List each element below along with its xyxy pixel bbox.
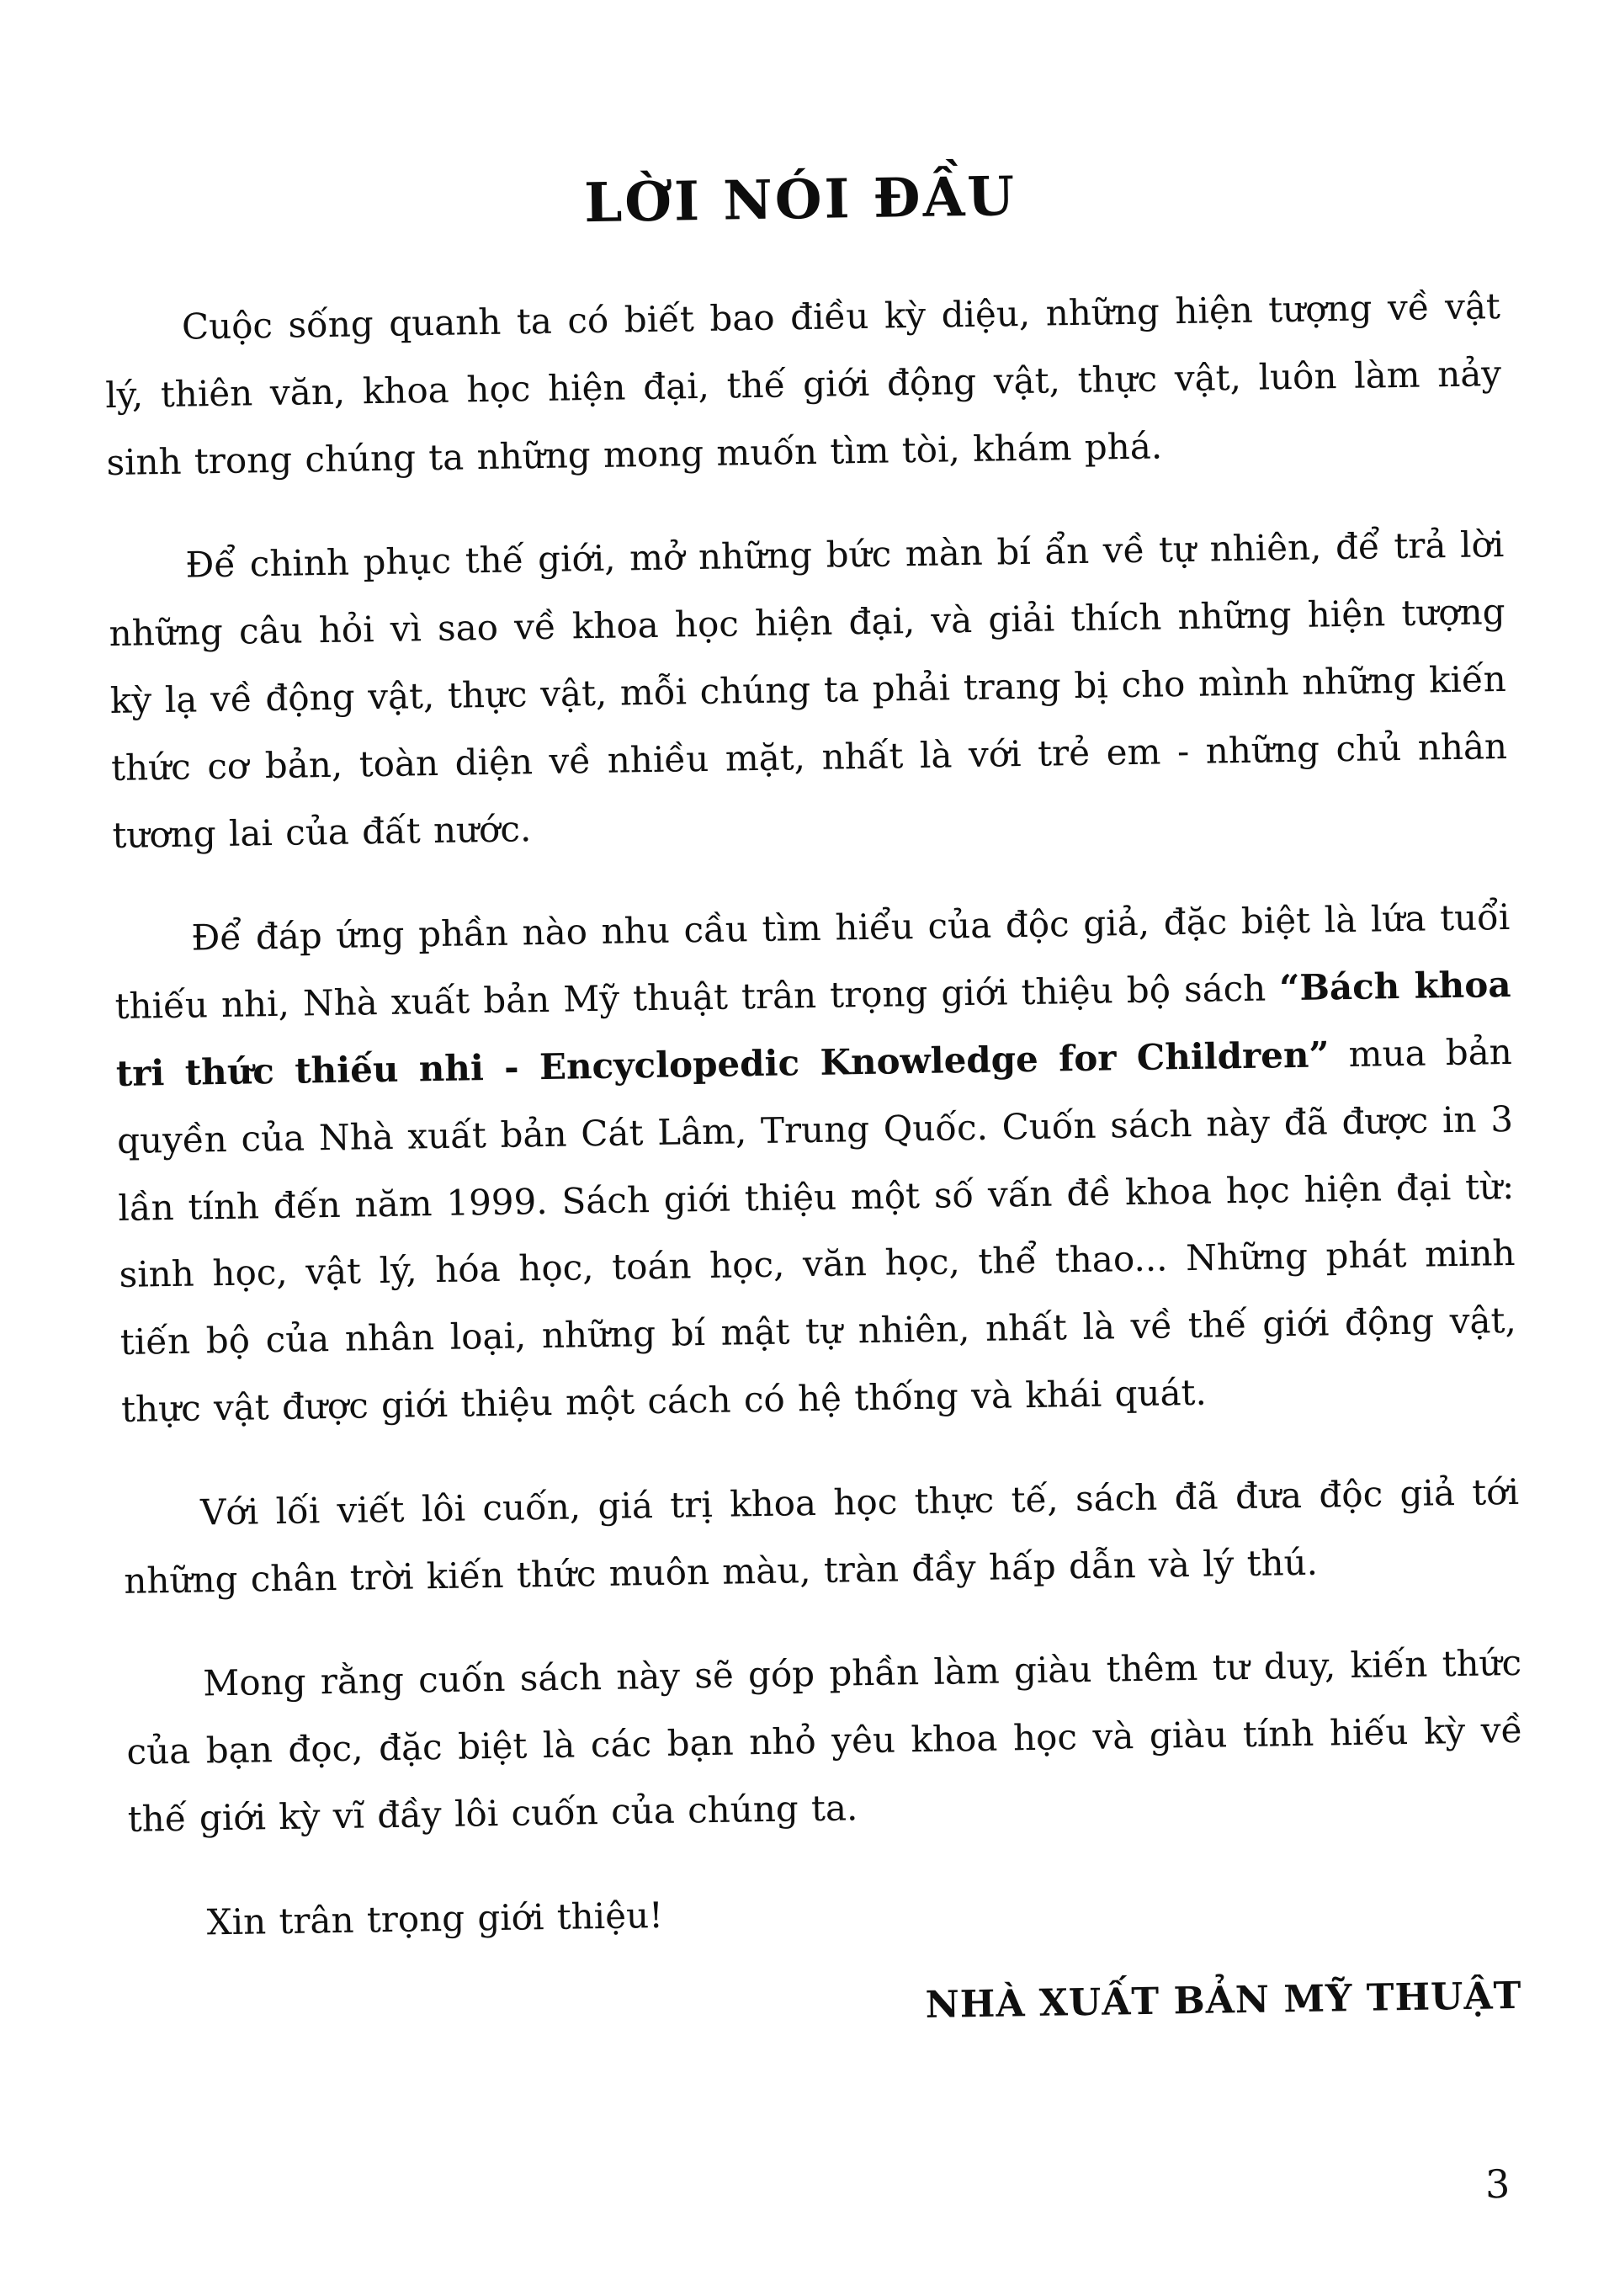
paragraph-intro: Cuộc sống quanh ta có biết bao điều kỳ diệu, những hiện tượng về vật lý, thiên văn, khoa học hiện đại, thế giới động vật, thực vật, luôn làm nảy sinh trong chúng ta những mong muốn tìm tòi, khám phá. [104, 285, 1502, 483]
paragraph-hope: Mong rằng cuốn sách này sẽ góp phần làm giàu thêm tư duy, kiến thức của bạn đọc, đặc biệt là các bạn nhỏ yêu khoa học và giàu tính hiếu kỳ về thế giới kỳ vĩ đầy lôi cuốn của chúng ta. [126, 1642, 1523, 1840]
paragraph-book-introduction [114, 884, 1518, 1443]
closing-line: Xin trân trọng giới thiệu! [206, 1894, 664, 1943]
paragraph-book-introduction-continuation: mua bản quyền của Nhà xuất bản Cát Lâm, Trung Quốc. Cuốn sách này đã được in 3 lần tính đến năm 1999. Sách giới thiệu một số vấn đề khoa học hiện đại từ: sinh học, vật lý, hóa học, toán học, văn học, thể thao... Những phát minh tiến bộ của nhân loại, những bí mật tự nhiên, nhất là về thế giới động vật, thực vật được giới thiệu một cách có hệ thống và khái quát. [116, 1030, 1517, 1430]
publisher-signature: NHÀ XUẤT BẢN MỸ THUẬT [925, 1974, 1522, 2027]
page-number: 3 [1484, 2160, 1511, 2208]
paragraph-style: Với lối viết lôi cuốn, giá trị khoa học thực tế, sách đã đưa độc giả tới những chân trời kiến thức muôn màu, tràn đầy hấp dẫn và lý thú. [123, 1470, 1520, 1602]
paragraph-purpose: Để chinh phục thế giới, mở những bức màn bí ẩn về tự nhiên, để trả lời những câu hỏi vì sao về khoa học hiện đại, và giải thích những hiện tượng kỳ lạ về động vật, thực vật, mỗi chúng ta phải trang bị cho mình những kiến thức cơ bản, toàn diện về nhiều mặt, nhất là với trẻ em - những chủ nhân tương lai của đất nước. [109, 524, 1508, 856]
page-title: LỜI NÓI ĐẦU [583, 165, 1017, 236]
page-content [102, 157, 1527, 2038]
book-series-title: “Bách khoa tri thức thiếu nhi - Encyclopedic Knowledge for Children” [115, 964, 1511, 1094]
paragraph-book-introduction-text: Để đáp ứng phần nào nhu cầu tìm hiểu của độc giả, đặc biệt là lứa tuổi thiếu nhi, Nhà xuất bản Mỹ thuật trân trọng giới thiệu bộ sách [114, 896, 1511, 1028]
